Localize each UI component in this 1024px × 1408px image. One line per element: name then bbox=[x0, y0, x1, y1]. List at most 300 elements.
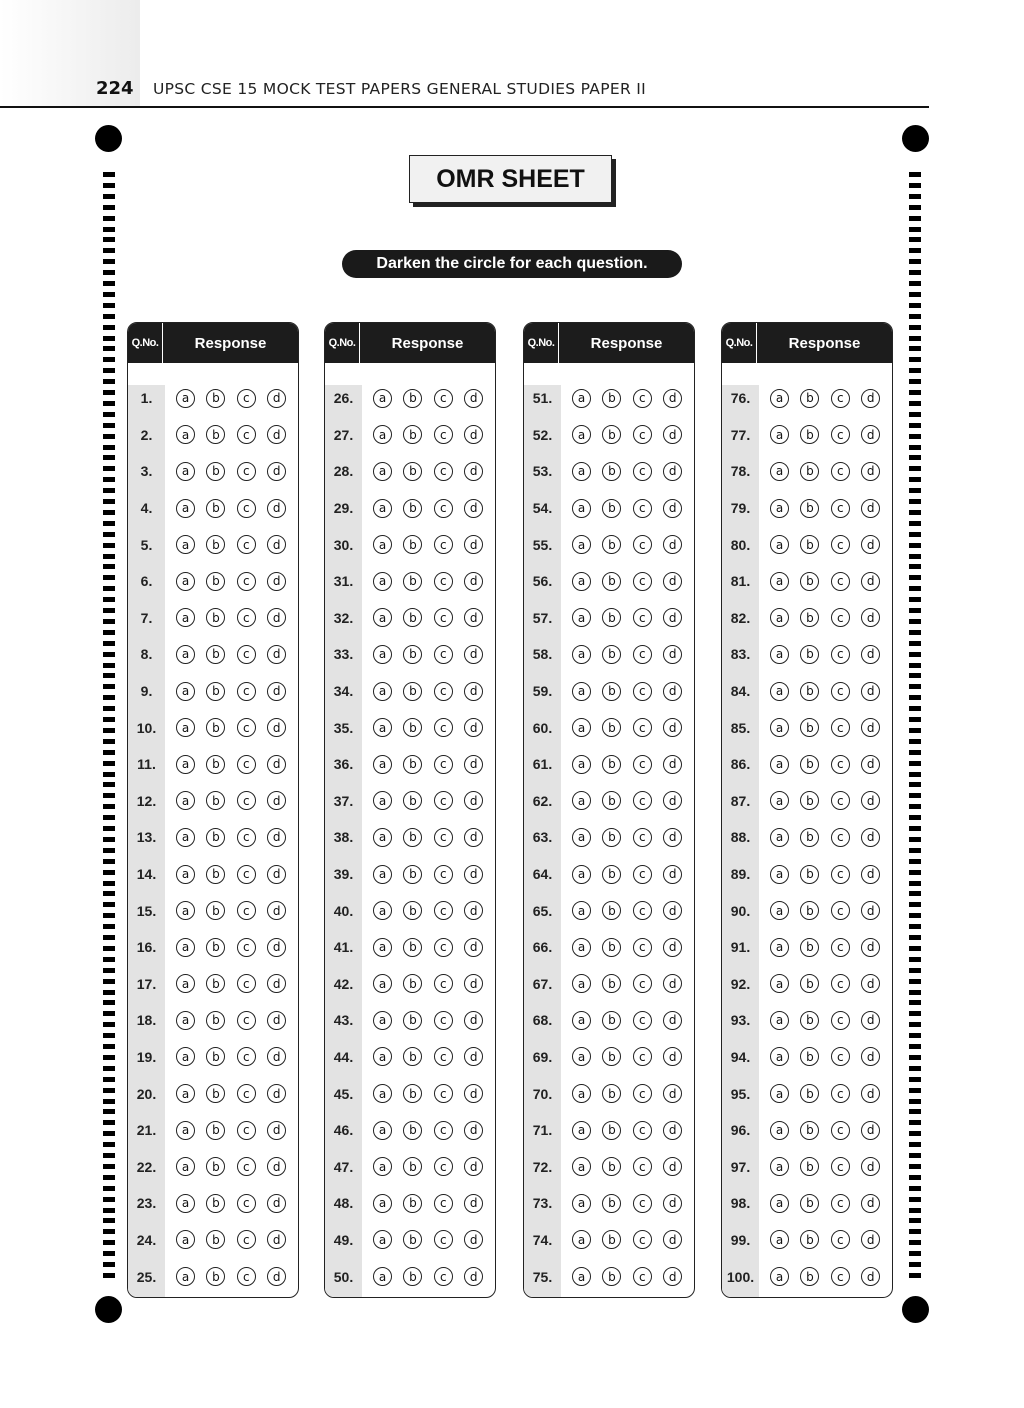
option-bubble-b[interactable]: b bbox=[206, 1267, 225, 1286]
option-bubble-b[interactable]: b bbox=[206, 828, 225, 847]
option-bubble-d[interactable]: d bbox=[464, 535, 483, 554]
option-bubble-c[interactable]: c bbox=[633, 1267, 652, 1286]
option-bubble-c[interactable]: c bbox=[237, 865, 256, 884]
option-bubble-c[interactable]: c bbox=[237, 425, 256, 444]
option-bubble-d[interactable]: d bbox=[861, 1230, 880, 1249]
option-bubble-b[interactable]: b bbox=[403, 1121, 422, 1140]
option-bubble-d[interactable]: d bbox=[464, 828, 483, 847]
option-bubble-a[interactable]: a bbox=[176, 1267, 195, 1286]
option-bubble-d[interactable]: d bbox=[464, 938, 483, 957]
option-bubble-a[interactable]: a bbox=[373, 535, 392, 554]
option-bubble-d[interactable]: d bbox=[267, 572, 286, 591]
option-bubble-b[interactable]: b bbox=[602, 865, 621, 884]
option-bubble-b[interactable]: b bbox=[800, 1047, 819, 1066]
option-bubble-d[interactable]: d bbox=[861, 682, 880, 701]
option-bubble-a[interactable]: a bbox=[770, 535, 789, 554]
option-bubble-c[interactable]: c bbox=[633, 645, 652, 664]
option-bubble-a[interactable]: a bbox=[373, 718, 392, 737]
option-bubble-c[interactable]: c bbox=[434, 462, 453, 481]
option-bubble-c[interactable]: c bbox=[237, 1194, 256, 1213]
option-bubble-a[interactable]: a bbox=[373, 1121, 392, 1140]
option-bubble-c[interactable]: c bbox=[237, 718, 256, 737]
option-bubble-a[interactable]: a bbox=[373, 608, 392, 627]
option-bubble-d[interactable]: d bbox=[464, 1121, 483, 1140]
option-bubble-b[interactable]: b bbox=[800, 572, 819, 591]
option-bubble-c[interactable]: c bbox=[434, 1194, 453, 1213]
option-bubble-b[interactable]: b bbox=[602, 828, 621, 847]
option-bubble-c[interactable]: c bbox=[237, 901, 256, 920]
option-bubble-a[interactable]: a bbox=[373, 1084, 392, 1103]
option-bubble-d[interactable]: d bbox=[267, 1011, 286, 1030]
option-bubble-d[interactable]: d bbox=[663, 828, 682, 847]
option-bubble-d[interactable]: d bbox=[267, 425, 286, 444]
option-bubble-c[interactable]: c bbox=[434, 608, 453, 627]
option-bubble-d[interactable]: d bbox=[663, 425, 682, 444]
option-bubble-b[interactable]: b bbox=[403, 901, 422, 920]
option-bubble-b[interactable]: b bbox=[206, 938, 225, 957]
option-bubble-d[interactable]: d bbox=[861, 572, 880, 591]
option-bubble-b[interactable]: b bbox=[602, 389, 621, 408]
option-bubble-a[interactable]: a bbox=[176, 1194, 195, 1213]
option-bubble-b[interactable]: b bbox=[403, 499, 422, 518]
option-bubble-c[interactable]: c bbox=[434, 791, 453, 810]
option-bubble-c[interactable]: c bbox=[237, 1121, 256, 1140]
option-bubble-b[interactable]: b bbox=[800, 938, 819, 957]
option-bubble-a[interactable]: a bbox=[176, 499, 195, 518]
option-bubble-a[interactable]: a bbox=[572, 682, 591, 701]
option-bubble-b[interactable]: b bbox=[403, 1157, 422, 1176]
option-bubble-c[interactable]: c bbox=[831, 462, 850, 481]
option-bubble-b[interactable]: b bbox=[602, 901, 621, 920]
option-bubble-a[interactable]: a bbox=[770, 608, 789, 627]
option-bubble-c[interactable]: c bbox=[434, 865, 453, 884]
option-bubble-d[interactable]: d bbox=[267, 938, 286, 957]
option-bubble-b[interactable]: b bbox=[206, 901, 225, 920]
option-bubble-d[interactable]: d bbox=[464, 1011, 483, 1030]
option-bubble-a[interactable]: a bbox=[176, 828, 195, 847]
option-bubble-c[interactable]: c bbox=[237, 1157, 256, 1176]
option-bubble-c[interactable]: c bbox=[237, 499, 256, 518]
option-bubble-d[interactable]: d bbox=[267, 865, 286, 884]
option-bubble-a[interactable]: a bbox=[572, 901, 591, 920]
option-bubble-c[interactable]: c bbox=[831, 682, 850, 701]
option-bubble-a[interactable]: a bbox=[770, 425, 789, 444]
option-bubble-b[interactable]: b bbox=[800, 1157, 819, 1176]
option-bubble-a[interactable]: a bbox=[572, 462, 591, 481]
option-bubble-c[interactable]: c bbox=[633, 572, 652, 591]
option-bubble-c[interactable]: c bbox=[831, 1267, 850, 1286]
option-bubble-a[interactable]: a bbox=[176, 572, 195, 591]
option-bubble-a[interactable]: a bbox=[373, 462, 392, 481]
option-bubble-a[interactable]: a bbox=[572, 791, 591, 810]
option-bubble-b[interactable]: b bbox=[800, 791, 819, 810]
option-bubble-c[interactable]: c bbox=[831, 499, 850, 518]
option-bubble-c[interactable]: c bbox=[831, 535, 850, 554]
option-bubble-d[interactable]: d bbox=[464, 791, 483, 810]
option-bubble-b[interactable]: b bbox=[800, 608, 819, 627]
option-bubble-c[interactable]: c bbox=[434, 1157, 453, 1176]
option-bubble-a[interactable]: a bbox=[770, 938, 789, 957]
option-bubble-d[interactable]: d bbox=[663, 682, 682, 701]
option-bubble-b[interactable]: b bbox=[602, 974, 621, 993]
option-bubble-b[interactable]: b bbox=[800, 535, 819, 554]
option-bubble-b[interactable]: b bbox=[206, 755, 225, 774]
option-bubble-c[interactable]: c bbox=[831, 1084, 850, 1103]
option-bubble-a[interactable]: a bbox=[176, 938, 195, 957]
option-bubble-a[interactable]: a bbox=[373, 1194, 392, 1213]
option-bubble-c[interactable]: c bbox=[633, 791, 652, 810]
option-bubble-c[interactable]: c bbox=[633, 865, 652, 884]
option-bubble-b[interactable]: b bbox=[602, 1194, 621, 1213]
option-bubble-b[interactable]: b bbox=[800, 1011, 819, 1030]
option-bubble-a[interactable]: a bbox=[572, 1084, 591, 1103]
option-bubble-d[interactable]: d bbox=[861, 791, 880, 810]
option-bubble-d[interactable]: d bbox=[663, 1047, 682, 1066]
option-bubble-c[interactable]: c bbox=[831, 938, 850, 957]
option-bubble-b[interactable]: b bbox=[602, 1267, 621, 1286]
option-bubble-d[interactable]: d bbox=[267, 389, 286, 408]
option-bubble-c[interactable]: c bbox=[633, 938, 652, 957]
option-bubble-d[interactable]: d bbox=[861, 901, 880, 920]
option-bubble-a[interactable]: a bbox=[176, 425, 195, 444]
option-bubble-a[interactable]: a bbox=[373, 901, 392, 920]
option-bubble-d[interactable]: d bbox=[663, 901, 682, 920]
option-bubble-d[interactable]: d bbox=[861, 828, 880, 847]
option-bubble-a[interactable]: a bbox=[373, 828, 392, 847]
option-bubble-d[interactable]: d bbox=[267, 1230, 286, 1249]
option-bubble-a[interactable]: a bbox=[373, 425, 392, 444]
option-bubble-c[interactable]: c bbox=[633, 499, 652, 518]
option-bubble-c[interactable]: c bbox=[434, 718, 453, 737]
option-bubble-c[interactable]: c bbox=[434, 499, 453, 518]
option-bubble-c[interactable]: c bbox=[633, 608, 652, 627]
option-bubble-d[interactable]: d bbox=[663, 1194, 682, 1213]
option-bubble-b[interactable]: b bbox=[206, 1121, 225, 1140]
option-bubble-a[interactable]: a bbox=[373, 1230, 392, 1249]
option-bubble-d[interactable]: d bbox=[464, 974, 483, 993]
option-bubble-c[interactable]: c bbox=[633, 1194, 652, 1213]
option-bubble-d[interactable]: d bbox=[663, 755, 682, 774]
option-bubble-d[interactable]: d bbox=[861, 1194, 880, 1213]
option-bubble-d[interactable]: d bbox=[861, 718, 880, 737]
option-bubble-c[interactable]: c bbox=[237, 462, 256, 481]
option-bubble-a[interactable]: a bbox=[176, 535, 195, 554]
option-bubble-b[interactable]: b bbox=[403, 1047, 422, 1066]
option-bubble-d[interactable]: d bbox=[663, 1267, 682, 1286]
option-bubble-c[interactable]: c bbox=[831, 755, 850, 774]
option-bubble-a[interactable]: a bbox=[176, 645, 195, 664]
option-bubble-a[interactable]: a bbox=[770, 499, 789, 518]
option-bubble-d[interactable]: d bbox=[464, 499, 483, 518]
option-bubble-c[interactable]: c bbox=[237, 755, 256, 774]
option-bubble-d[interactable]: d bbox=[464, 1047, 483, 1066]
option-bubble-d[interactable]: d bbox=[663, 535, 682, 554]
option-bubble-d[interactable]: d bbox=[464, 1157, 483, 1176]
option-bubble-d[interactable]: d bbox=[464, 682, 483, 701]
option-bubble-c[interactable]: c bbox=[633, 1121, 652, 1140]
option-bubble-d[interactable]: d bbox=[267, 1267, 286, 1286]
option-bubble-a[interactable]: a bbox=[770, 1121, 789, 1140]
option-bubble-c[interactable]: c bbox=[633, 1230, 652, 1249]
option-bubble-b[interactable]: b bbox=[602, 462, 621, 481]
option-bubble-d[interactable]: d bbox=[267, 645, 286, 664]
option-bubble-a[interactable]: a bbox=[373, 389, 392, 408]
option-bubble-a[interactable]: a bbox=[373, 1157, 392, 1176]
option-bubble-c[interactable]: c bbox=[831, 718, 850, 737]
option-bubble-a[interactable]: a bbox=[176, 462, 195, 481]
option-bubble-b[interactable]: b bbox=[800, 1267, 819, 1286]
option-bubble-b[interactable]: b bbox=[403, 1084, 422, 1103]
option-bubble-c[interactable]: c bbox=[237, 1267, 256, 1286]
option-bubble-b[interactable]: b bbox=[800, 1194, 819, 1213]
option-bubble-b[interactable]: b bbox=[800, 865, 819, 884]
option-bubble-b[interactable]: b bbox=[403, 828, 422, 847]
option-bubble-a[interactable]: a bbox=[176, 865, 195, 884]
option-bubble-d[interactable]: d bbox=[267, 828, 286, 847]
option-bubble-b[interactable]: b bbox=[800, 755, 819, 774]
option-bubble-c[interactable]: c bbox=[237, 974, 256, 993]
option-bubble-d[interactable]: d bbox=[861, 755, 880, 774]
option-bubble-b[interactable]: b bbox=[403, 938, 422, 957]
option-bubble-d[interactable]: d bbox=[267, 791, 286, 810]
option-bubble-c[interactable]: c bbox=[633, 1157, 652, 1176]
option-bubble-b[interactable]: b bbox=[602, 755, 621, 774]
option-bubble-c[interactable]: c bbox=[633, 1084, 652, 1103]
option-bubble-c[interactable]: c bbox=[633, 755, 652, 774]
option-bubble-d[interactable]: d bbox=[663, 974, 682, 993]
option-bubble-d[interactable]: d bbox=[861, 645, 880, 664]
option-bubble-c[interactable]: c bbox=[237, 682, 256, 701]
option-bubble-a[interactable]: a bbox=[572, 718, 591, 737]
option-bubble-b[interactable]: b bbox=[602, 1011, 621, 1030]
option-bubble-c[interactable]: c bbox=[237, 1011, 256, 1030]
option-bubble-c[interactable]: c bbox=[434, 535, 453, 554]
option-bubble-a[interactable]: a bbox=[572, 499, 591, 518]
option-bubble-d[interactable]: d bbox=[663, 718, 682, 737]
option-bubble-a[interactable]: a bbox=[176, 389, 195, 408]
option-bubble-d[interactable]: d bbox=[464, 572, 483, 591]
option-bubble-b[interactable]: b bbox=[602, 608, 621, 627]
option-bubble-d[interactable]: d bbox=[267, 1157, 286, 1176]
option-bubble-b[interactable]: b bbox=[403, 755, 422, 774]
option-bubble-b[interactable]: b bbox=[800, 1121, 819, 1140]
option-bubble-c[interactable]: c bbox=[237, 645, 256, 664]
option-bubble-a[interactable]: a bbox=[572, 645, 591, 664]
option-bubble-b[interactable]: b bbox=[206, 389, 225, 408]
option-bubble-d[interactable]: d bbox=[861, 1157, 880, 1176]
option-bubble-a[interactable]: a bbox=[176, 718, 195, 737]
option-bubble-b[interactable]: b bbox=[206, 1011, 225, 1030]
option-bubble-b[interactable]: b bbox=[206, 645, 225, 664]
option-bubble-d[interactable]: d bbox=[861, 1047, 880, 1066]
option-bubble-a[interactable]: a bbox=[770, 645, 789, 664]
option-bubble-c[interactable]: c bbox=[633, 828, 652, 847]
option-bubble-b[interactable]: b bbox=[602, 1047, 621, 1066]
option-bubble-c[interactable]: c bbox=[831, 1121, 850, 1140]
option-bubble-b[interactable]: b bbox=[206, 535, 225, 554]
option-bubble-a[interactable]: a bbox=[373, 682, 392, 701]
option-bubble-d[interactable]: d bbox=[464, 718, 483, 737]
option-bubble-b[interactable]: b bbox=[800, 718, 819, 737]
option-bubble-c[interactable]: c bbox=[831, 974, 850, 993]
option-bubble-d[interactable]: d bbox=[267, 608, 286, 627]
option-bubble-d[interactable]: d bbox=[861, 938, 880, 957]
option-bubble-a[interactable]: a bbox=[176, 608, 195, 627]
option-bubble-b[interactable]: b bbox=[206, 499, 225, 518]
option-bubble-d[interactable]: d bbox=[464, 608, 483, 627]
option-bubble-d[interactable]: d bbox=[663, 1121, 682, 1140]
option-bubble-a[interactable]: a bbox=[572, 1194, 591, 1213]
option-bubble-c[interactable]: c bbox=[831, 865, 850, 884]
option-bubble-b[interactable]: b bbox=[403, 608, 422, 627]
option-bubble-d[interactable]: d bbox=[267, 974, 286, 993]
option-bubble-b[interactable]: b bbox=[602, 1121, 621, 1140]
option-bubble-b[interactable]: b bbox=[602, 1157, 621, 1176]
option-bubble-a[interactable]: a bbox=[770, 682, 789, 701]
option-bubble-c[interactable]: c bbox=[434, 425, 453, 444]
option-bubble-d[interactable]: d bbox=[861, 462, 880, 481]
option-bubble-c[interactable]: c bbox=[237, 572, 256, 591]
option-bubble-c[interactable]: c bbox=[831, 1157, 850, 1176]
option-bubble-d[interactable]: d bbox=[663, 1084, 682, 1103]
option-bubble-b[interactable]: b bbox=[602, 938, 621, 957]
option-bubble-c[interactable]: c bbox=[237, 389, 256, 408]
option-bubble-c[interactable]: c bbox=[831, 1047, 850, 1066]
option-bubble-c[interactable]: c bbox=[434, 938, 453, 957]
option-bubble-d[interactable]: d bbox=[464, 1230, 483, 1249]
option-bubble-a[interactable]: a bbox=[770, 974, 789, 993]
option-bubble-c[interactable]: c bbox=[237, 535, 256, 554]
option-bubble-c[interactable]: c bbox=[434, 572, 453, 591]
option-bubble-a[interactable]: a bbox=[770, 1267, 789, 1286]
option-bubble-c[interactable]: c bbox=[831, 1011, 850, 1030]
option-bubble-d[interactable]: d bbox=[663, 608, 682, 627]
option-bubble-d[interactable]: d bbox=[267, 718, 286, 737]
option-bubble-d[interactable]: d bbox=[663, 791, 682, 810]
option-bubble-c[interactable]: c bbox=[831, 828, 850, 847]
option-bubble-c[interactable]: c bbox=[434, 755, 453, 774]
option-bubble-a[interactable]: a bbox=[572, 1267, 591, 1286]
option-bubble-a[interactable]: a bbox=[373, 645, 392, 664]
option-bubble-d[interactable]: d bbox=[464, 755, 483, 774]
option-bubble-a[interactable]: a bbox=[373, 791, 392, 810]
option-bubble-d[interactable]: d bbox=[663, 865, 682, 884]
option-bubble-b[interactable]: b bbox=[403, 718, 422, 737]
option-bubble-a[interactable]: a bbox=[572, 1047, 591, 1066]
option-bubble-b[interactable]: b bbox=[800, 425, 819, 444]
option-bubble-d[interactable]: d bbox=[464, 645, 483, 664]
option-bubble-c[interactable]: c bbox=[633, 682, 652, 701]
option-bubble-d[interactable]: d bbox=[861, 425, 880, 444]
option-bubble-b[interactable]: b bbox=[206, 682, 225, 701]
option-bubble-d[interactable]: d bbox=[267, 1194, 286, 1213]
option-bubble-a[interactable]: a bbox=[373, 974, 392, 993]
option-bubble-c[interactable]: c bbox=[633, 462, 652, 481]
option-bubble-b[interactable]: b bbox=[800, 645, 819, 664]
option-bubble-b[interactable]: b bbox=[206, 425, 225, 444]
option-bubble-c[interactable]: c bbox=[434, 1011, 453, 1030]
option-bubble-b[interactable]: b bbox=[602, 535, 621, 554]
option-bubble-a[interactable]: a bbox=[770, 1230, 789, 1249]
option-bubble-b[interactable]: b bbox=[602, 499, 621, 518]
option-bubble-a[interactable]: a bbox=[770, 828, 789, 847]
option-bubble-a[interactable]: a bbox=[176, 1047, 195, 1066]
option-bubble-a[interactable]: a bbox=[373, 572, 392, 591]
option-bubble-a[interactable]: a bbox=[770, 755, 789, 774]
option-bubble-a[interactable]: a bbox=[572, 1157, 591, 1176]
option-bubble-d[interactable]: d bbox=[464, 389, 483, 408]
option-bubble-d[interactable]: d bbox=[464, 462, 483, 481]
option-bubble-d[interactable]: d bbox=[663, 499, 682, 518]
option-bubble-a[interactable]: a bbox=[572, 828, 591, 847]
option-bubble-b[interactable]: b bbox=[206, 791, 225, 810]
option-bubble-b[interactable]: b bbox=[206, 974, 225, 993]
option-bubble-c[interactable]: c bbox=[237, 1230, 256, 1249]
option-bubble-c[interactable]: c bbox=[434, 901, 453, 920]
option-bubble-b[interactable]: b bbox=[403, 389, 422, 408]
option-bubble-a[interactable]: a bbox=[572, 535, 591, 554]
option-bubble-b[interactable]: b bbox=[800, 974, 819, 993]
option-bubble-b[interactable]: b bbox=[206, 865, 225, 884]
option-bubble-b[interactable]: b bbox=[602, 425, 621, 444]
option-bubble-b[interactable]: b bbox=[403, 682, 422, 701]
option-bubble-c[interactable]: c bbox=[434, 1084, 453, 1103]
option-bubble-c[interactable]: c bbox=[831, 572, 850, 591]
option-bubble-c[interactable]: c bbox=[237, 1084, 256, 1103]
option-bubble-d[interactable]: d bbox=[267, 1084, 286, 1103]
option-bubble-c[interactable]: c bbox=[237, 791, 256, 810]
option-bubble-d[interactable]: d bbox=[464, 1267, 483, 1286]
option-bubble-c[interactable]: c bbox=[831, 791, 850, 810]
option-bubble-b[interactable]: b bbox=[206, 1084, 225, 1103]
option-bubble-a[interactable]: a bbox=[572, 974, 591, 993]
option-bubble-b[interactable]: b bbox=[800, 682, 819, 701]
option-bubble-b[interactable]: b bbox=[206, 1194, 225, 1213]
option-bubble-c[interactable]: c bbox=[831, 1230, 850, 1249]
option-bubble-d[interactable]: d bbox=[267, 682, 286, 701]
option-bubble-d[interactable]: d bbox=[464, 865, 483, 884]
option-bubble-a[interactable]: a bbox=[572, 755, 591, 774]
option-bubble-b[interactable]: b bbox=[206, 572, 225, 591]
option-bubble-a[interactable]: a bbox=[572, 425, 591, 444]
option-bubble-b[interactable]: b bbox=[403, 425, 422, 444]
option-bubble-c[interactable]: c bbox=[237, 828, 256, 847]
option-bubble-a[interactable]: a bbox=[572, 1230, 591, 1249]
option-bubble-a[interactable]: a bbox=[572, 1011, 591, 1030]
option-bubble-c[interactable]: c bbox=[633, 425, 652, 444]
option-bubble-c[interactable]: c bbox=[237, 1047, 256, 1066]
option-bubble-b[interactable]: b bbox=[403, 535, 422, 554]
option-bubble-b[interactable]: b bbox=[206, 718, 225, 737]
option-bubble-a[interactable]: a bbox=[770, 791, 789, 810]
option-bubble-b[interactable]: b bbox=[602, 645, 621, 664]
option-bubble-a[interactable]: a bbox=[770, 718, 789, 737]
option-bubble-b[interactable]: b bbox=[602, 718, 621, 737]
option-bubble-a[interactable]: a bbox=[176, 901, 195, 920]
option-bubble-d[interactable]: d bbox=[663, 389, 682, 408]
option-bubble-a[interactable]: a bbox=[770, 572, 789, 591]
option-bubble-d[interactable]: d bbox=[267, 499, 286, 518]
option-bubble-a[interactable]: a bbox=[176, 1230, 195, 1249]
option-bubble-a[interactable]: a bbox=[572, 572, 591, 591]
option-bubble-b[interactable]: b bbox=[403, 974, 422, 993]
option-bubble-b[interactable]: b bbox=[800, 462, 819, 481]
option-bubble-b[interactable]: b bbox=[602, 791, 621, 810]
option-bubble-c[interactable]: c bbox=[434, 389, 453, 408]
option-bubble-a[interactable]: a bbox=[373, 1047, 392, 1066]
option-bubble-c[interactable]: c bbox=[633, 901, 652, 920]
option-bubble-a[interactable]: a bbox=[373, 865, 392, 884]
